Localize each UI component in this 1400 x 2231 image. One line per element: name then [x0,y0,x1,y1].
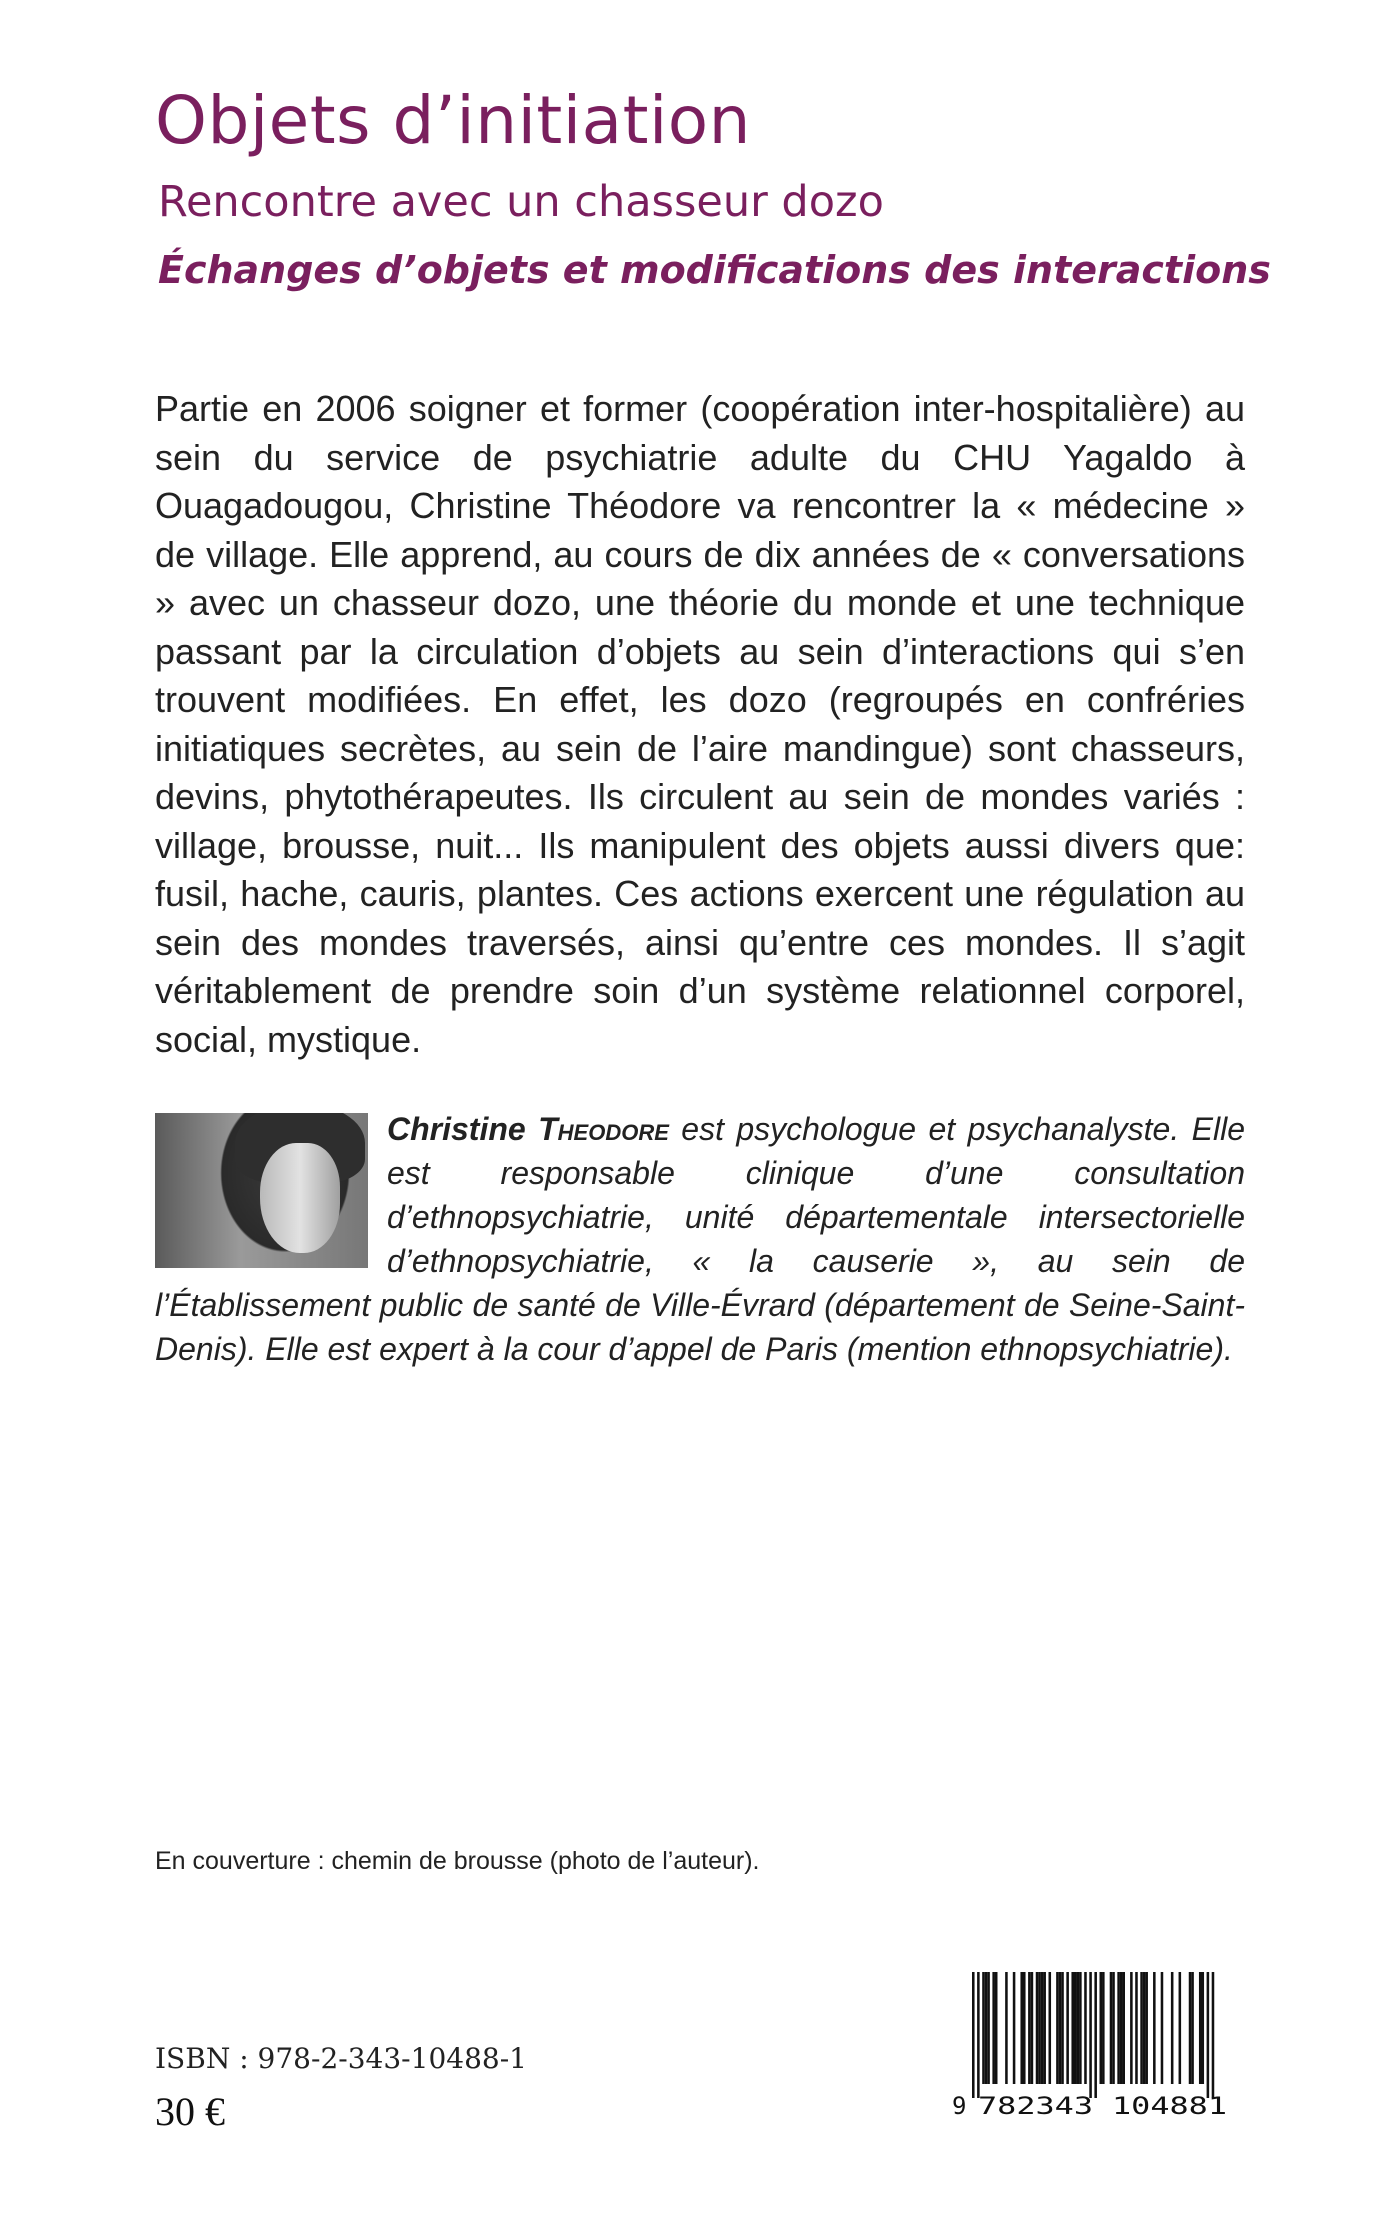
barcode-digit-prefix: 9 [952,2092,967,2118]
author-bio [155,1107,1245,1371]
barcode-bar [1059,1972,1062,2084]
barcode-bar [1202,1972,1205,2084]
barcode-bar [1084,1972,1087,2084]
barcode-bar [1212,1972,1215,2098]
barcode-bar [992,1972,995,2084]
barcode-bar [1020,1972,1023,2084]
barcode-bar [1189,1972,1192,2084]
author-bio-text: est psychologue et psychanalyste. Elle est responsable clinique d’une consultation d’ethnopsychiatrie, unité départementale intersectorielle d’ethnopsychiatrie, « la causerie », au sein de l’Établissement public de santé de Ville-Évrard (département de Seine-Saint-Denis). Elle est expert à la cour d’appel de Paris (mention ethnopsychiatrie). [155,1111,1246,1367]
barcode-bar [1036,1972,1039,2084]
barcode-bar [1110,1972,1113,2084]
barcode-bar [1089,1972,1092,2098]
barcode-bar [1041,1972,1044,2084]
barcode-bar [1056,1972,1059,2084]
barcode-bar [1023,1972,1026,2084]
isbn: ISBN : 978-2-343-10488-1 [155,2042,527,2075]
barcode-bar [1207,1972,1210,2098]
barcode-bar [1043,1972,1046,2084]
barcode-bar [1120,1972,1123,2084]
barcode-bar [987,1972,990,2084]
barcode-bar [1153,1972,1156,2084]
barcode-bar [1100,1972,1103,2084]
author-first-name: Christine [387,1111,526,1147]
barcode-bar [985,1972,988,2084]
barcode-bar [972,1972,975,2098]
barcode-bar [1199,1972,1202,2084]
cover-credit: En couverture : chemin de brousse (photo de l’auteur). [155,1847,760,1875]
barcode-bar [1135,1972,1138,2084]
barcode-bar [1013,1972,1016,2084]
barcode-bar [982,1972,985,2084]
barcode-bar [1066,1972,1069,2084]
barcode-bar [995,1972,998,2084]
barcode-bar [1094,1972,1097,2098]
barcode-bar [1079,1972,1082,2084]
author-last-name: Theodore [538,1111,669,1147]
barcode-bar [1049,1972,1052,2084]
barcode-bar [977,1972,980,2098]
barcode-bar [1071,1972,1074,2084]
barcode-bar [1145,1972,1148,2084]
barcode-bar [1117,1972,1120,2084]
barcode [950,1968,1245,2118]
barcode-digits-left: 782343 [978,2092,1093,2118]
barcode-bar [1122,1972,1125,2084]
barcode-bar [1161,1972,1164,2084]
price: 30 € [155,2089,225,2134]
barcode-bar [1061,1972,1064,2084]
barcode-bar [1005,1972,1008,2084]
barcode-bar [1102,1972,1105,2084]
barcode-bar [1171,1972,1174,2084]
book-title: Objets d’initiation [155,82,751,159]
barcode-bar [1130,1972,1133,2084]
back-cover-summary: Partie en 2006 soigner et former (coopération inter-hospitalière) au sein du service de psychiatrie adulte du CHU Yagaldo à Ouagadougou, Christine Théodore va rencontrer la « médecine » de village. Elle apprend, au cours de dix années de « conversations » avec un chasseur dozo, une théorie du monde et une technique passant par la circulation d’objets au sein d’interactions qui s’en trouvent modifiées. En effet, les dozo (regroupés en confréries initiatiques secrètes, au sein de l’aire mandingue) sont chasseurs, devins, phytothérapeutes. Ils circulent au sein de mondes variés : village, brousse, nuit... Ils manipulent des objets aussi divers que: fusil, hache, cauris, plantes. Ces actions exercent une régulation au sein des mondes traversés, ainsi qu’entre ces mondes. Il s’agit véritablement de prendre soin d’un système relationnel corporel, social, mystique. [155,388,1245,1060]
barcode-bar [1031,1972,1034,2084]
book-subtitle-secondary: Échanges d’objets et modifications des interactions [158,248,1271,292]
barcode-digits-right: 104881 [1112,2092,1227,2118]
barcode-bar [1112,1972,1115,2084]
barcode-bar [1038,1972,1041,2084]
barcode-bar [1077,1972,1080,2084]
barcode-bar [1140,1972,1143,2084]
book-subtitle: Rencontre avec un chasseur dozo [158,177,884,227]
barcode-bar [1143,1972,1146,2084]
barcode-bar [1179,1972,1182,2084]
barcode-bar [1028,1972,1031,2084]
barcode-bar [1191,1972,1194,2084]
barcode-bar [1074,1972,1077,2084]
